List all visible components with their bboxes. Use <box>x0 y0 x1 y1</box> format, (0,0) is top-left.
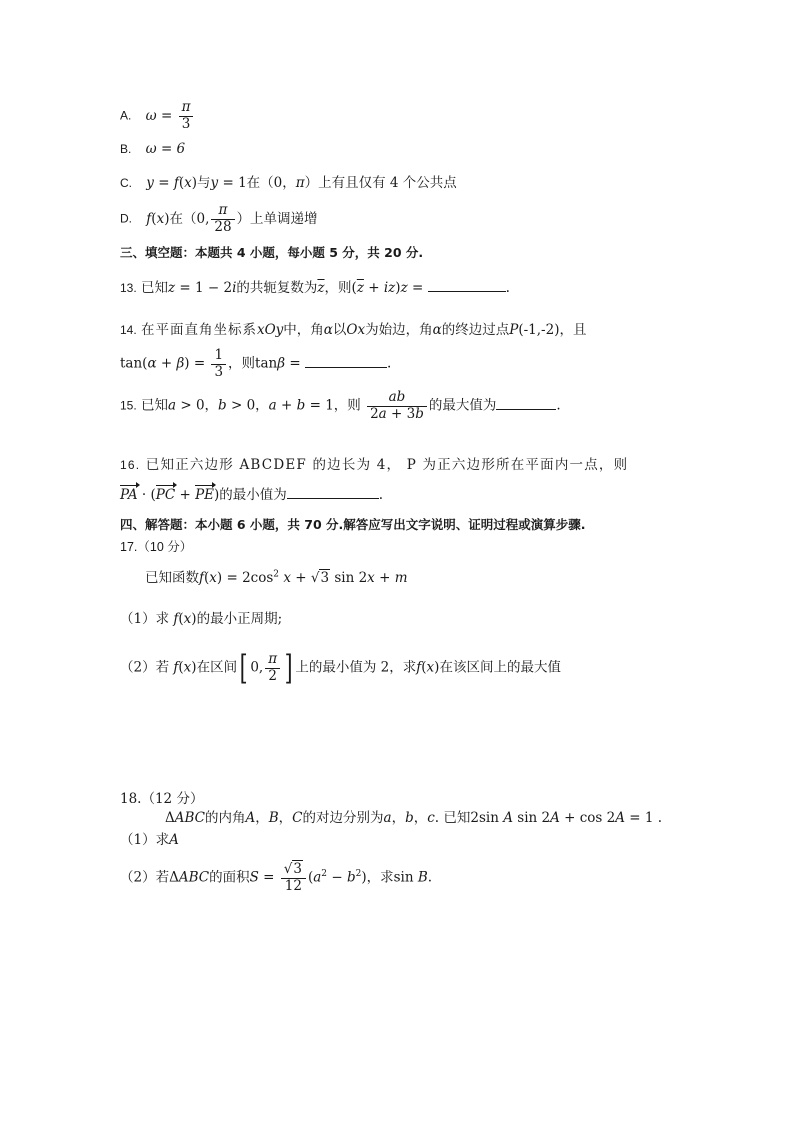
option-c-label: C. <box>120 176 132 190</box>
option-a <box>120 100 195 132</box>
q17-given: 已知函数$f(x) = 2\cos^2$ x + √3 sin 2x + m <box>145 569 408 586</box>
question-15: 15. 已知a > 0，b > 0，a + b = 1，则 $\frac{ab}{2a + 3b}$ 的最大值为 . <box>120 389 561 422</box>
question-14-line2: tan(α + β) = $\frac{1}{3}$ ，则tanβ = . <box>120 347 392 380</box>
question-13: 13. 已知z = 1 − 2i的共轭复数为$\overline{z}$，则$(\overline{z} + iz)z$ = . <box>120 280 510 296</box>
option-b-label: B. <box>120 142 132 156</box>
q15-number: 15. <box>120 398 137 413</box>
fraction: $\frac{√3}{12}$ <box>281 862 306 894</box>
fraction: $\frac{\pi}{2}$ <box>265 652 280 684</box>
q13-number: 13. <box>120 281 137 295</box>
q14-number: 14. <box>120 323 137 337</box>
section4-heading: 四、解答题：本小题 6 小题，共 70 分.解答应写出文字说明、证明过程或演算步骤. <box>120 517 586 532</box>
q16-number: 16. <box>120 458 141 472</box>
option-d-label: D. <box>120 211 132 226</box>
option-d-content: f(x)在（0, $\frac{\pi}{28}$ ）上单调递增 <box>146 202 318 235</box>
answer-blank[interactable] <box>287 497 379 499</box>
q18-given: ΔABC的内角A，B，C的对边分别为a，b，c. 已知2sin A sin 2A + cos 2A = 1 . <box>165 810 663 826</box>
q18-part1: （1）求A <box>120 832 179 848</box>
option-b-expr: ω = 6 <box>145 141 186 157</box>
q18-part2: （2）若ΔABC的面积S = $\frac{√3}{12}$ $(a^2 - b^2)$，求sin B. <box>120 861 433 894</box>
option-a-expr: ω = $\frac{\pi}{3}$ <box>146 108 196 124</box>
option-c-content: y = f(x)与y = 1在（0，π）上有且仅有 4 个公共点 <box>146 175 457 191</box>
option-b <box>120 141 185 157</box>
q17-part2: （2）若 f(x)在区间[ 0, $\frac{\pi}{2}$ ] 上的最小值为 2，求f(x)在该区间上的最大值 <box>120 648 561 688</box>
answer-blank[interactable] <box>305 366 387 368</box>
fraction: $\frac{1}{3}$ <box>211 348 226 380</box>
answer-blank[interactable] <box>496 408 556 410</box>
answer-blank[interactable] <box>428 290 506 292</box>
fraction: $\frac{ab}{2a + 3b}$ <box>367 390 427 422</box>
question-16-line1: 16. 已知正六边形 ABCDEF 的边长为 4， P 为正六边形所在平面内一点，则 <box>120 457 629 473</box>
q18-header: 18.（12 分） <box>120 791 204 807</box>
q17-header: 17.（10 分） <box>120 540 193 554</box>
option-c <box>120 171 457 191</box>
option-d <box>120 203 318 235</box>
fraction: $\frac{\pi}{3}$ <box>179 100 194 132</box>
option-a-label: A. <box>120 108 132 123</box>
fraction: $\frac{\pi}{28}$ <box>211 203 234 235</box>
q17-part1: （1）求 f(x)的最小正周期; <box>120 611 283 627</box>
question-16-line2: PA · (PC + PE)的最小值为 . <box>120 487 384 503</box>
section3-heading: 三、填空题：本题共 4 小题，每小题 5 分，共 20 分. <box>120 245 424 260</box>
question-14-line1: 14. 在平面直角坐标系xOy中，角α以Ox为始边，角α的终边过点P(-1,-2)，且 <box>120 322 587 338</box>
